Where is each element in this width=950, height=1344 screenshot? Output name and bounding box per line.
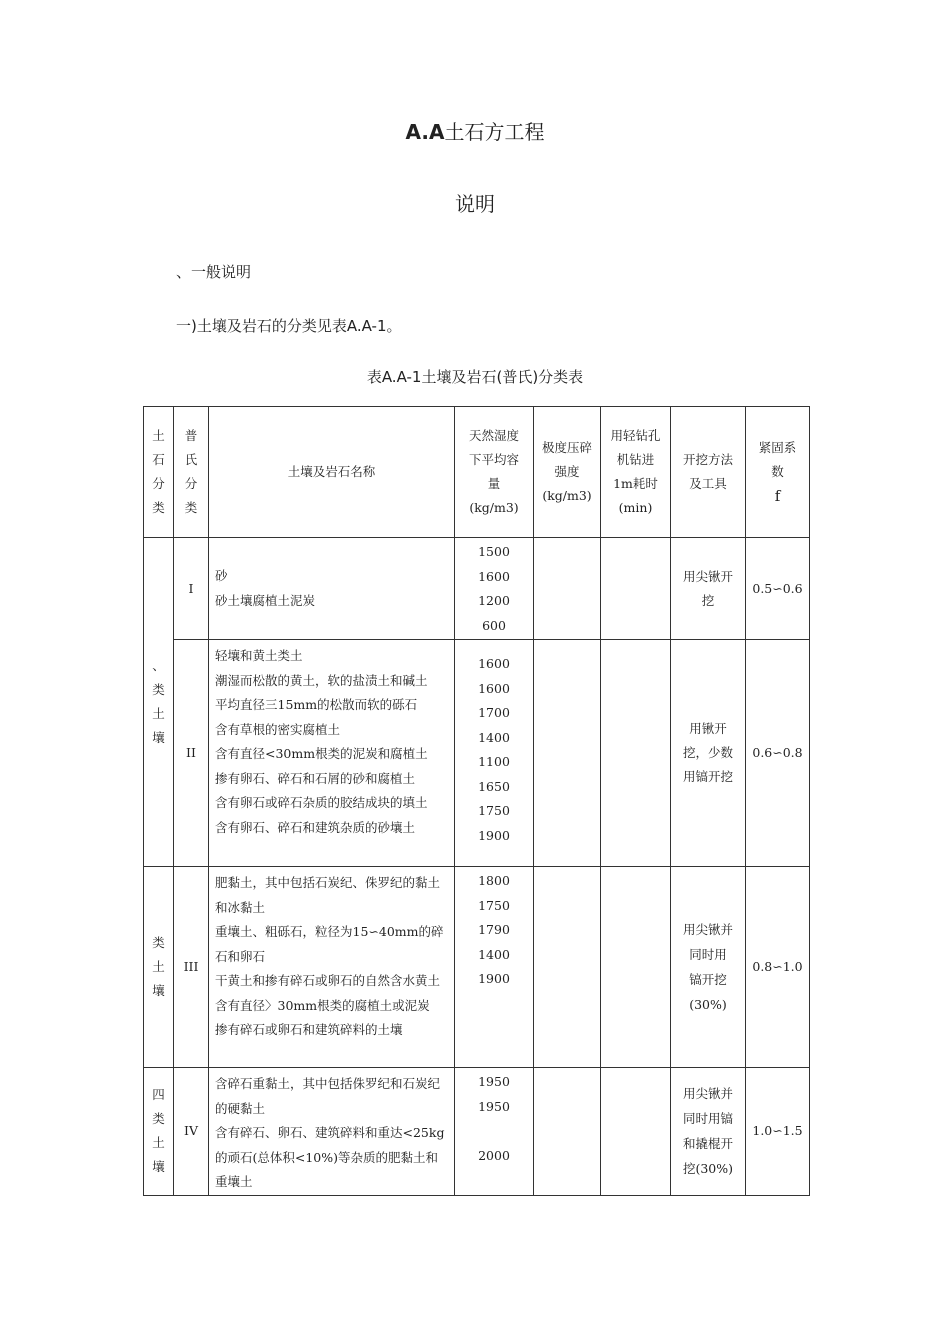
header-method: 开挖方法 及工具 [671,407,746,538]
table-caption: 表A.A-1土壤及岩石(普氏)分类表 [366,368,584,386]
table-row [144,538,810,640]
section-note: 一)土壤及岩石的分类见表A.A-1。 [176,317,402,335]
method-cell: 用锹开 挖，少数 用镐开挖 [671,640,746,867]
drill-cell [601,640,671,867]
method-cell: 用尖锹并 同时用镐 和撬棍开 挖(30%) [671,1068,746,1196]
table-row [144,640,810,867]
group-label-1: 、 类 土 壤 [144,538,174,867]
drill-cell [601,867,671,1068]
soil-classification-table [143,406,810,1196]
method-cell: 用尖锹开 挖 [671,538,746,640]
coefficient-cell: 1.0∽1.5 [746,1068,810,1196]
header-name: 土壤及岩石名称 [209,407,455,538]
group-label-2: 类 土 壤 [144,867,174,1068]
density-cell: 1500 1600 1200 600 [455,538,534,640]
drill-cell [601,538,671,640]
page-title [0,116,950,145]
soil-names-cell: 肥黏土，其中包括石炭纪、侏罗纪的黏土和冰黏土 重壤土、粗砾石，粒径为15∽40mm的碎石和卵石 干黄土和掺有碎石或卵石的自然含水黄土 含有直径〉30mm根类的腐植土或泥炭 掺有碎石或卵石和建筑碎料的土壤 [209,867,455,1068]
section-heading: 、一般说明 [176,263,252,281]
strength-cell [534,640,601,867]
strength-cell [534,1068,601,1196]
pu-class-cell: III [174,867,209,1068]
strength-cell [534,867,601,1068]
coefficient-cell: 0.5∽0.6 [746,538,810,640]
drill-cell [601,1068,671,1196]
soil-names-cell: 砂 砂土壤腐植土泥炭 [209,538,455,640]
header-density: 天然湿度 下平均容 量 (kg/m3) [455,407,534,538]
coefficient-symbol: f [774,487,781,505]
header-soil-class: 土 石 分 类 [144,407,174,538]
density-cell: 1600 1600 1700 1400 1100 1650 1750 1900 [455,640,534,867]
page-subtitle: 说明 [455,192,495,216]
density-cell: 1950 1950 2000 [455,1068,534,1196]
soil-names-cell: 轻壤和黄土类土 潮湿而松散的黄土，软的盐渍土和碱土 平均直径三15mm的松散而软的砾石 含有草根的密实腐植土 含有直径<30mm根类的泥炭和腐植土 掺有卵石、碎石和石屑的砂和腐植土 含有卵石或碎石杂质的胶结成块的填土 含有卵石、碎石和建筑杂质的砂壤土 [209,640,455,867]
title-code: A.A [405,120,445,144]
density-cell: 1800 1750 1790 1400 1900 [455,867,534,1068]
title-text: 土石方工程 [444,120,545,144]
pu-class-cell: I [174,538,209,640]
header-row [144,407,810,538]
table-row [144,867,810,1068]
pu-class-cell: II [174,640,209,867]
group-label-3: 四 类 土 壤 [144,1068,174,1196]
method-cell: 用尖锹并 同时用 镐开挖 (30%) [671,867,746,1068]
header-pu-class: 普 氏 分 类 [174,407,209,538]
header-drill-time: 用轻钻孔 机钻进 1m耗时 (min) [601,407,671,538]
pu-class-cell: IV [174,1068,209,1196]
header-coefficient: 紧固系 数 f [746,407,810,538]
header-strength: 极度压碎 强度 (kg/m3) [534,407,601,538]
coefficient-cell: 0.8∽1.0 [746,867,810,1068]
strength-cell [534,538,601,640]
table-row [144,1068,810,1196]
soil-names-cell: 含碎石重黏土，其中包括侏罗纪和石炭纪的硬黏土 含有碎石、卵石、建筑碎料和重达<25kg的顽石(总体积<10%)等杂质的肥黏土和重壤土 [209,1068,455,1196]
coefficient-cell: 0.6∽0.8 [746,640,810,867]
